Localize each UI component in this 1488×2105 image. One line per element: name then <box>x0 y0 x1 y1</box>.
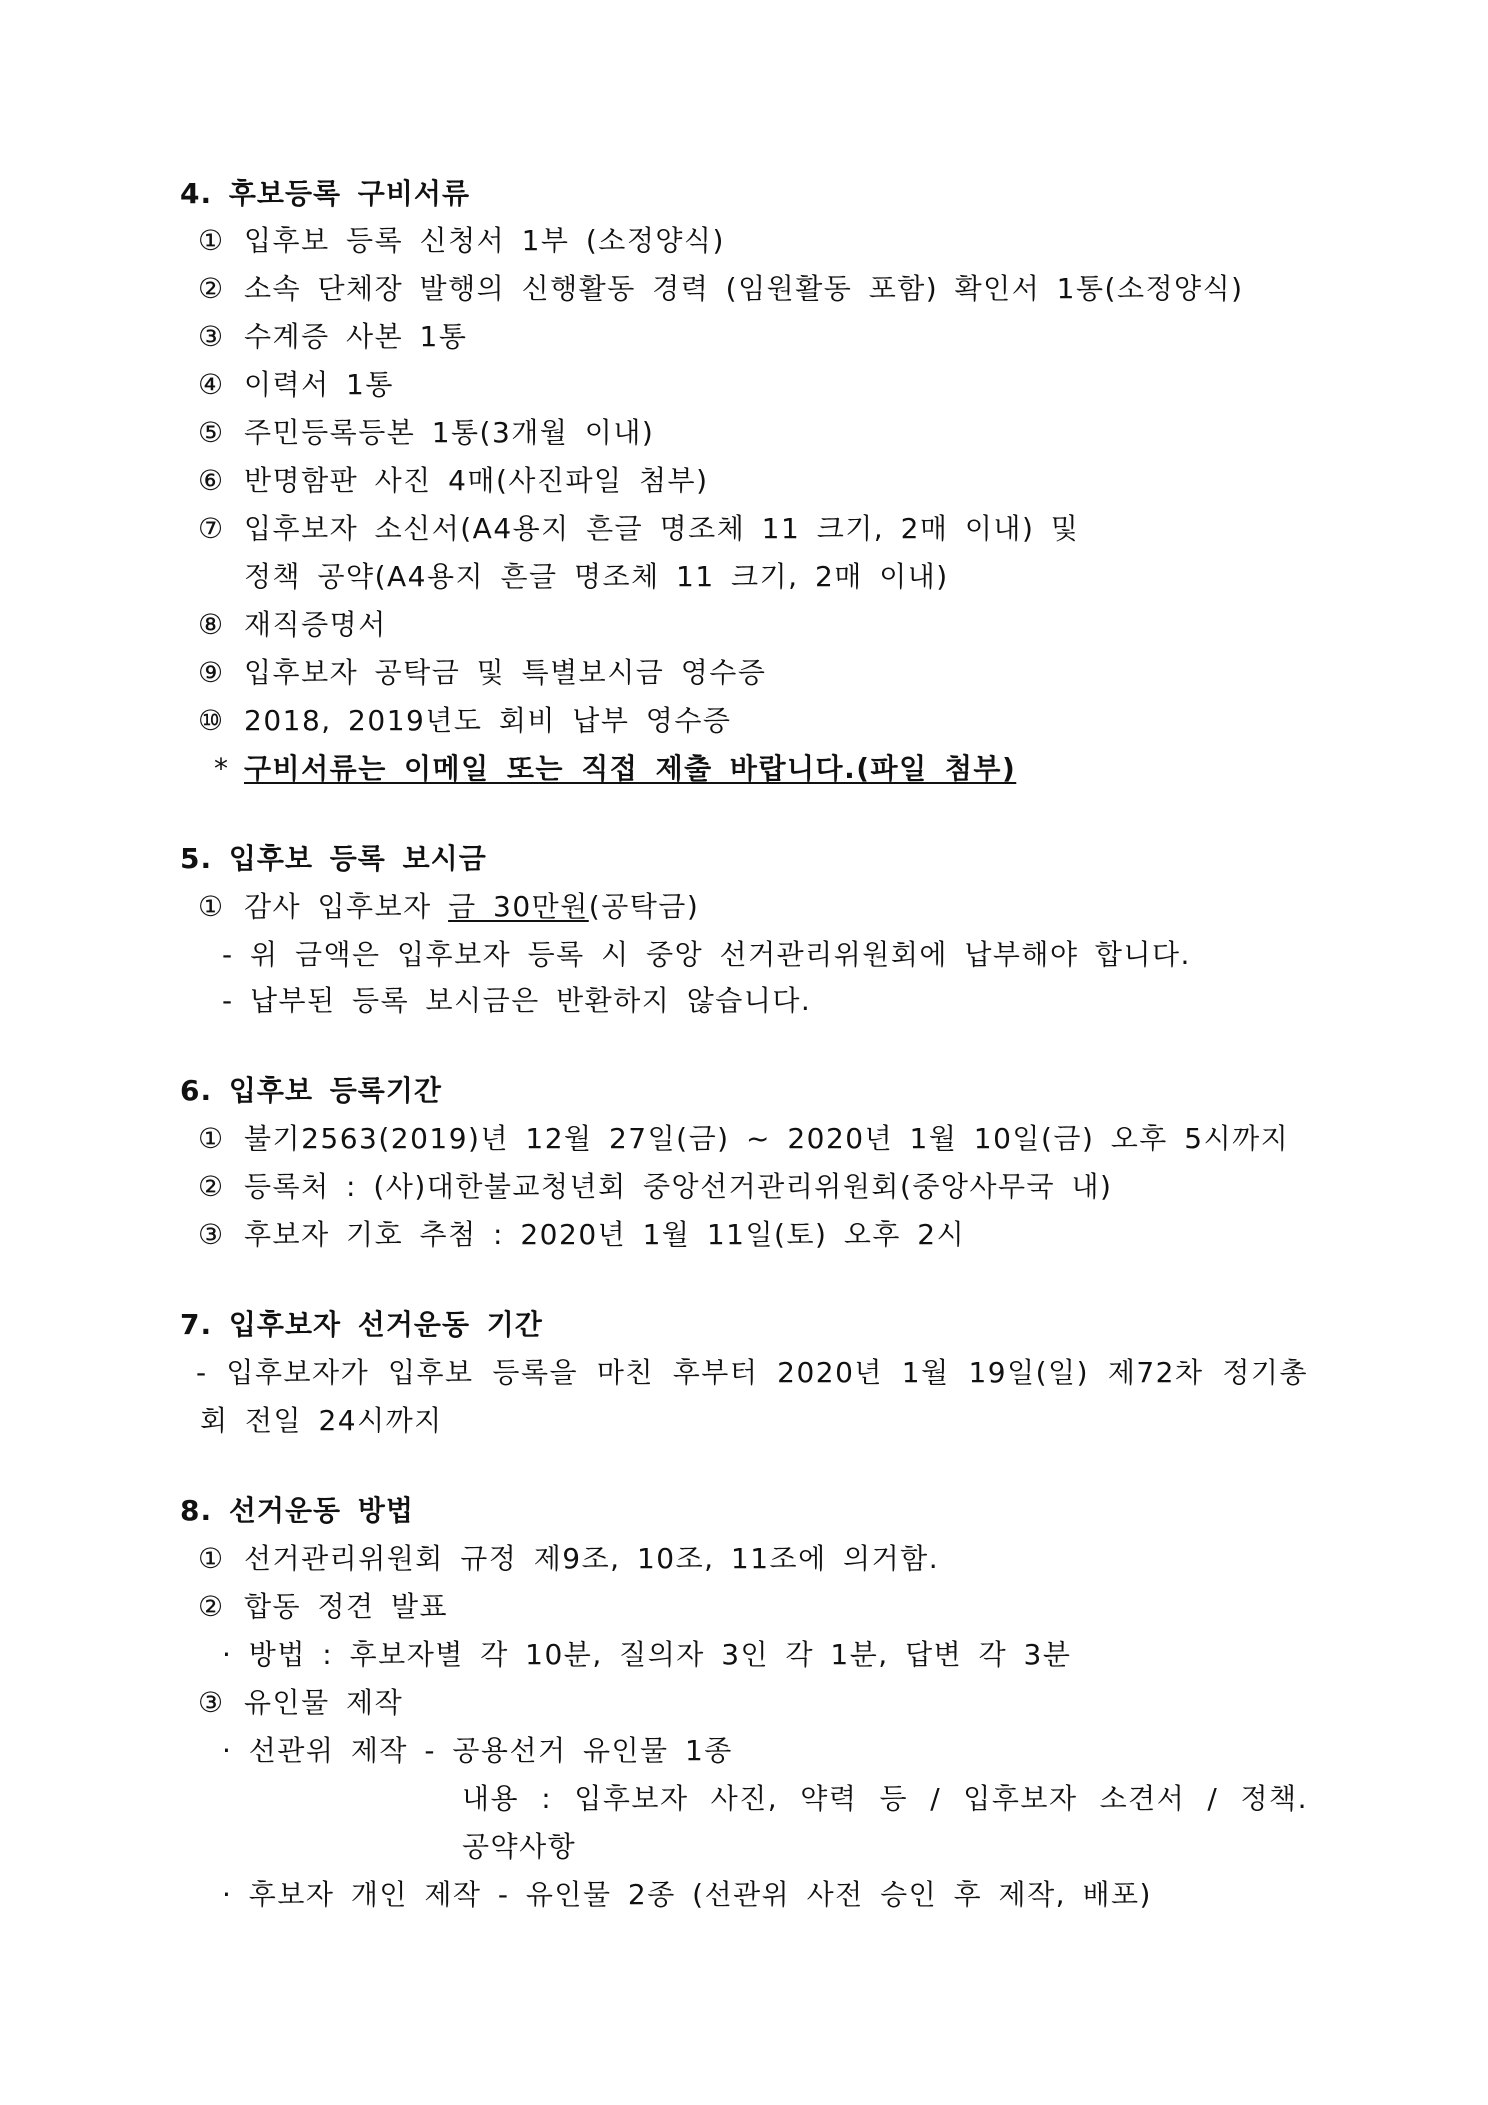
item-text: 소속 단체장 발행의 신행활동 경력 (임원활동 포함) 확인서 1통(소정양식) <box>244 272 1244 305</box>
item-marker: ⑧ <box>198 608 225 641</box>
list-item <box>198 890 699 924</box>
note-text: 구비서류는 이메일 또는 직접 제출 바랍니다.(파일 첨부) <box>244 752 1017 785</box>
item-marker: ② <box>198 1590 225 1623</box>
list-item <box>198 320 467 354</box>
item-marker: ① <box>198 1122 225 1155</box>
item-text: 입후보자 소신서(A4용지 흔글 명조체 11 크기, 2매 이내) 및 <box>244 512 1080 545</box>
list-item <box>198 704 731 738</box>
deposit-amount: 금 30만원 <box>448 890 589 923</box>
item-text: 후보자 기호 추첨 : 2020년 1월 11일(토) 오후 2시 <box>244 1218 966 1251</box>
sub-item: · 후보자 개인 제작 - 유인물 2종 (선관위 사전 승인 후 제작, 배포) <box>222 1878 1152 1911</box>
list-item <box>198 224 725 258</box>
item-marker: ⑤ <box>198 416 225 449</box>
section-6-heading: 6. 입후보 등록기간 <box>180 1074 442 1107</box>
item-text: 재직증명서 <box>244 608 387 641</box>
section-4-heading: 4. 후보등록 구비서류 <box>180 177 471 210</box>
list-item <box>198 1218 965 1252</box>
section-7-heading: 7. 입후보자 선거운동 기간 <box>180 1308 543 1341</box>
sub-item-detail: 공약사항 <box>462 1830 577 1863</box>
list-item <box>198 608 387 642</box>
list-item-continuation: 정책 공약(A4용지 흔글 명조체 11 크기, 2매 이내) <box>244 560 949 593</box>
item-marker: ② <box>198 1170 225 1203</box>
submission-note <box>214 752 1016 786</box>
item-text-prefix: 감사 입후보자 <box>244 890 449 923</box>
item-marker: ③ <box>198 1218 225 1251</box>
list-item <box>198 368 394 402</box>
item-marker: ① <box>198 890 225 923</box>
item-marker: ⑥ <box>198 464 225 497</box>
item-text: 입후보 등록 신청서 1부 (소정양식) <box>244 224 725 257</box>
paragraph-line: 회 전일 24시까지 <box>200 1404 443 1437</box>
item-text: 이력서 1통 <box>244 368 394 401</box>
item-marker: ③ <box>198 1686 225 1719</box>
item-text: 선거관리위원회 규정 제9조, 10조, 11조에 의거함. <box>244 1542 940 1575</box>
item-text: 주민등록등본 1통(3개월 이내) <box>244 416 655 449</box>
section-5-heading: 5. 입후보 등록 보시금 <box>180 842 487 875</box>
item-text: 수계증 사본 1통 <box>244 320 468 353</box>
list-item <box>198 1590 448 1624</box>
item-marker: ⑦ <box>198 512 225 545</box>
item-text: 2018, 2019년도 회비 납부 영수증 <box>244 704 732 737</box>
item-text: 반명함판 사진 4매(사진파일 첨부) <box>244 464 709 497</box>
item-marker: ④ <box>198 368 225 401</box>
item-marker: ⑩ <box>198 704 225 737</box>
section-8-heading: 8. 선거운동 방법 <box>180 1494 414 1527</box>
item-marker: ① <box>198 224 225 257</box>
item-text: 합동 정견 발표 <box>244 1590 449 1623</box>
list-item <box>198 272 1244 306</box>
list-item <box>198 464 709 498</box>
list-item <box>198 1122 1289 1156</box>
item-text: 불기2563(2019)년 12월 27일(금) ~ 2020년 1월 10일(금) 오후 5시까지 <box>244 1122 1290 1155</box>
list-item <box>198 1170 1112 1204</box>
item-marker: ① <box>198 1542 225 1575</box>
sub-item: · 선관위 제작 - 공용선거 유인물 1종 <box>222 1734 733 1767</box>
item-text-suffix: (공탁금) <box>588 890 700 923</box>
list-item <box>198 512 1079 546</box>
sub-item-detail: 내용 : 입후보자 사진, 약력 등 / 입후보자 소견서 / 정책. <box>462 1782 1308 1815</box>
paragraph-line: - 입후보자가 입후보 등록을 마친 후부터 2020년 1월 19일(일) 제72차 정기총 <box>196 1356 1308 1389</box>
bullet-line: - 납부된 등록 보시금은 반환하지 않습니다. <box>222 984 812 1017</box>
list-item <box>198 416 654 450</box>
item-marker: ⑨ <box>198 656 225 689</box>
item-marker: ② <box>198 272 225 305</box>
item-text: 유인물 제작 <box>244 1686 404 1719</box>
item-marker: ③ <box>198 320 225 353</box>
item-text: 입후보자 공탁금 및 특별보시금 영수증 <box>244 656 767 689</box>
list-item <box>198 1542 939 1576</box>
bullet-line: - 위 금액은 입후보자 등록 시 중앙 선거관리위원회에 납부해야 합니다. <box>222 938 1191 971</box>
list-item <box>198 1686 403 1720</box>
sub-item: · 방법 : 후보자별 각 10분, 질의자 3인 각 1분, 답변 각 3분 <box>222 1638 1072 1671</box>
item-text: 등록처 : (사)대한불교청년회 중앙선거관리위원회(중앙사무국 내) <box>244 1170 1113 1203</box>
list-item <box>198 656 766 690</box>
note-marker: * <box>214 752 230 785</box>
